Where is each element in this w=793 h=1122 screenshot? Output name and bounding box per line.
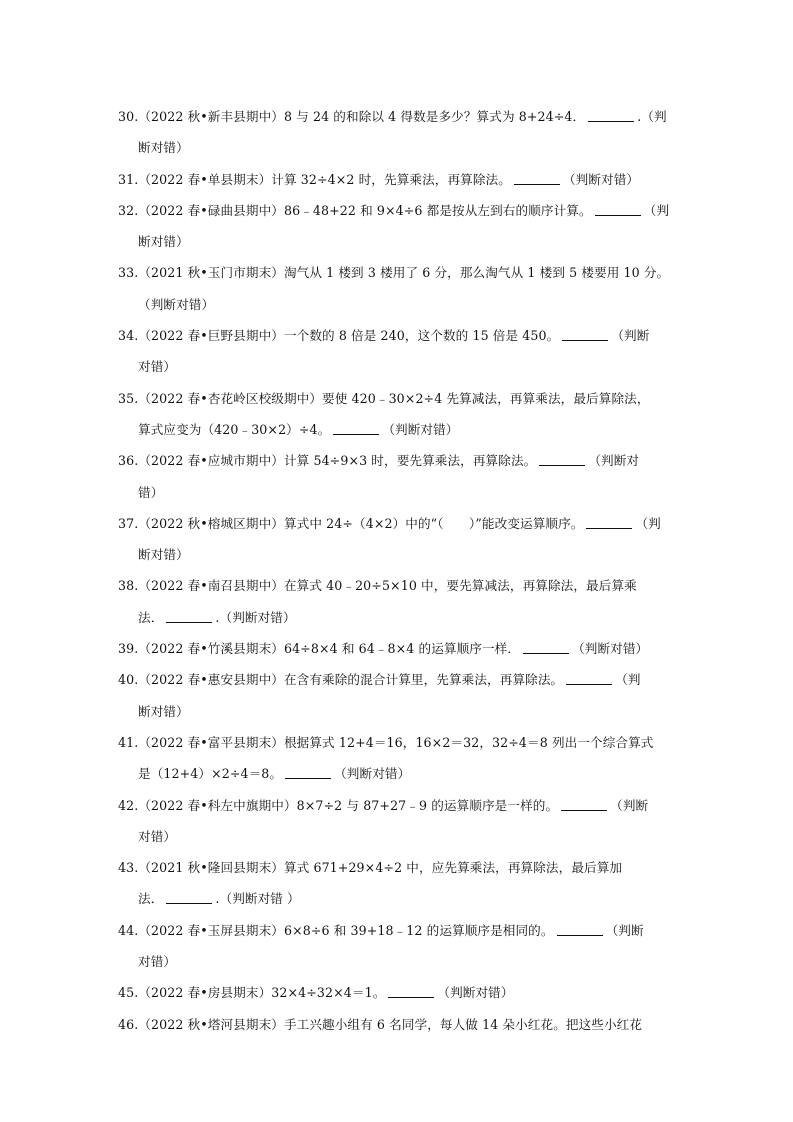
judge-hint-text: （判断对 xyxy=(588,453,640,469)
answer-blank[interactable] xyxy=(561,796,607,811)
answer-blank[interactable] xyxy=(388,983,434,998)
judge-hint-text: （判断对错） xyxy=(572,641,649,657)
question-line xyxy=(118,195,674,226)
question-continuation-line xyxy=(118,758,674,789)
question-text: 36.（2022 春•应城市期中）计算 54÷9×3 时，要先算乘法，再算除法。 xyxy=(118,453,537,469)
answer-blank[interactable] xyxy=(523,639,569,654)
question-text: 法． xyxy=(138,891,164,907)
question-text: 对错） xyxy=(138,828,177,844)
answer-blank[interactable] xyxy=(566,670,612,685)
answer-blank[interactable] xyxy=(539,451,585,466)
answer-blank[interactable] xyxy=(595,201,641,216)
question-line xyxy=(118,633,674,664)
question-line xyxy=(118,570,674,601)
judge-hint-text: （判 xyxy=(643,202,670,218)
question-continuation-line xyxy=(118,946,674,977)
judge-hint-text: （判断 xyxy=(611,328,650,344)
question-text: 42.（2022 春•科左中旗期中）8×7÷2 与 87+27﹣9 的运算顺序是一样的。 xyxy=(118,797,559,813)
question-continuation-line xyxy=(118,602,674,633)
question-line xyxy=(118,727,674,758)
question-continuation-line xyxy=(118,351,674,382)
judge-hint-text: （判 xyxy=(635,515,661,531)
question-text: 35.（2022 春•杏花岭区校级期中）要使 420﹣30×2÷4 先算减法，再算乘法，最后算除法， xyxy=(118,390,650,406)
question-text: 算式应变为（420﹣30×2）÷4。 xyxy=(138,421,331,437)
question-text: 41.（2022 春•富平县期末）根据算式 12+4＝16，16×2＝32，32÷4＝8 列出一个综合算式 xyxy=(118,734,654,750)
answer-blank[interactable] xyxy=(285,764,331,779)
question-line xyxy=(118,383,674,414)
question-line xyxy=(118,164,674,195)
question-text: 断对错） xyxy=(138,140,189,156)
question-line xyxy=(118,1009,674,1040)
answer-blank[interactable] xyxy=(562,326,608,341)
question-line xyxy=(118,977,674,1008)
question-list xyxy=(118,101,674,1040)
question-text: 30.（2022 秋•新丰县期中）8 与 24 的和除以 4 得数是多少？算式为 8+24÷4． xyxy=(118,109,586,124)
judge-hint-text: （判断对错） xyxy=(437,985,514,1001)
question-text: 46.（2022 秋•塔河县期末）手工兴趣小组有 6 名同学，每人做 14 朵小红花。把这些小红花 xyxy=(118,1016,643,1032)
question-text: 45.（2022 春•房县期末）32×4÷32×4＝1。 xyxy=(118,985,386,1001)
question-text: 33.（2021 秋•玉门市期末）淘气从 1 楼到 3 楼用了 6 分，那么淘气从 1 楼到 5 楼要用 10 分。 xyxy=(118,265,670,281)
question-text: 对错） xyxy=(138,954,177,970)
question-text: 37.（2022 秋•榕城区期中）算式中 24÷（4×2）中的“（ ）”能改变运算顺序。 xyxy=(118,515,584,531)
question-text: 断对错） xyxy=(138,703,189,719)
judge-hint-text: （判断对错） xyxy=(334,766,411,782)
judge-hint-text: （判断对错） xyxy=(382,421,459,437)
question-text: 38.（2022 春•南召县期中）在算式 40﹣20÷5×10 中，要先算减法，再算除法，最后算乘 xyxy=(118,578,637,594)
question-text: 39.（2022 春•竹溪县期末）64÷8×4 和 64﹣8×4 的运算顺序一样． xyxy=(118,641,521,657)
question-text: 31.（2022 春•单县期末）计算 32÷4×2 时，先算乘法，再算除法。 xyxy=(118,171,511,187)
question-text: 40.（2022 春•惠安县期中）在含有乘除的混合计算里，先算乘法，再算除法。 xyxy=(118,672,564,688)
question-continuation-line xyxy=(118,414,674,445)
answer-blank[interactable] xyxy=(514,170,560,185)
question-continuation-line xyxy=(118,132,674,163)
question-line xyxy=(118,664,674,695)
answer-blank[interactable] xyxy=(333,420,379,435)
question-line xyxy=(118,852,674,883)
question-continuation-line xyxy=(118,821,674,852)
question-continuation-line xyxy=(118,477,674,508)
answer-blank[interactable] xyxy=(557,921,603,936)
question-line xyxy=(118,915,674,946)
question-line xyxy=(118,257,674,288)
question-line xyxy=(118,445,674,476)
question-line xyxy=(118,790,674,821)
question-continuation-line xyxy=(118,696,674,727)
question-text: 44.（2022 春•玉屏县期末）6×8÷6 和 39+18﹣12 的运算顺序是相同的。 xyxy=(118,922,554,938)
question-continuation-line xyxy=(118,539,674,570)
question-text: 断对错） xyxy=(138,234,189,250)
question-continuation-line xyxy=(118,289,674,320)
question-text: 34.（2022 春•巨野县期中）一个数的 8 倍是 240，这个数的 15 倍是 450。 xyxy=(118,328,560,344)
answer-blank[interactable] xyxy=(166,889,212,904)
question-line xyxy=(118,320,674,351)
question-text: 错） xyxy=(138,484,164,500)
judge-hint-text: （判断对错） xyxy=(562,171,640,187)
judge-hint-text: .（判断对错 ） xyxy=(215,891,300,907)
judge-hint-text: .（判断对错） xyxy=(215,609,296,625)
question-text: 43.（2021 秋•隆回县期末）算式 671+29×4÷2 中，应先算乘法，再算除法，最后算加 xyxy=(118,860,623,876)
question-text: 32.（2022 春•碌曲县期中）86﹣48+22 和 9×4÷6 都是按从左到右的顺序计算。 xyxy=(118,202,592,218)
answer-blank[interactable] xyxy=(586,514,632,529)
answer-blank[interactable] xyxy=(588,107,634,122)
question-text: （判断对错） xyxy=(138,296,215,312)
question-text: 对错） xyxy=(138,359,177,375)
question-line xyxy=(118,101,674,132)
question-continuation-line xyxy=(118,883,674,914)
judge-hint-text: .（判 xyxy=(637,109,667,124)
answer-blank[interactable] xyxy=(166,608,212,623)
question-text: 断对错） xyxy=(138,547,189,563)
judge-hint-text: （判 xyxy=(615,672,641,688)
judge-hint-text: （判断 xyxy=(610,797,649,813)
question-line xyxy=(118,508,674,539)
question-text: 是（12+4）×2÷4＝8。 xyxy=(138,766,283,782)
question-text: 法． xyxy=(138,609,164,625)
question-continuation-line xyxy=(118,226,674,257)
judge-hint-text: （判断 xyxy=(605,922,644,938)
